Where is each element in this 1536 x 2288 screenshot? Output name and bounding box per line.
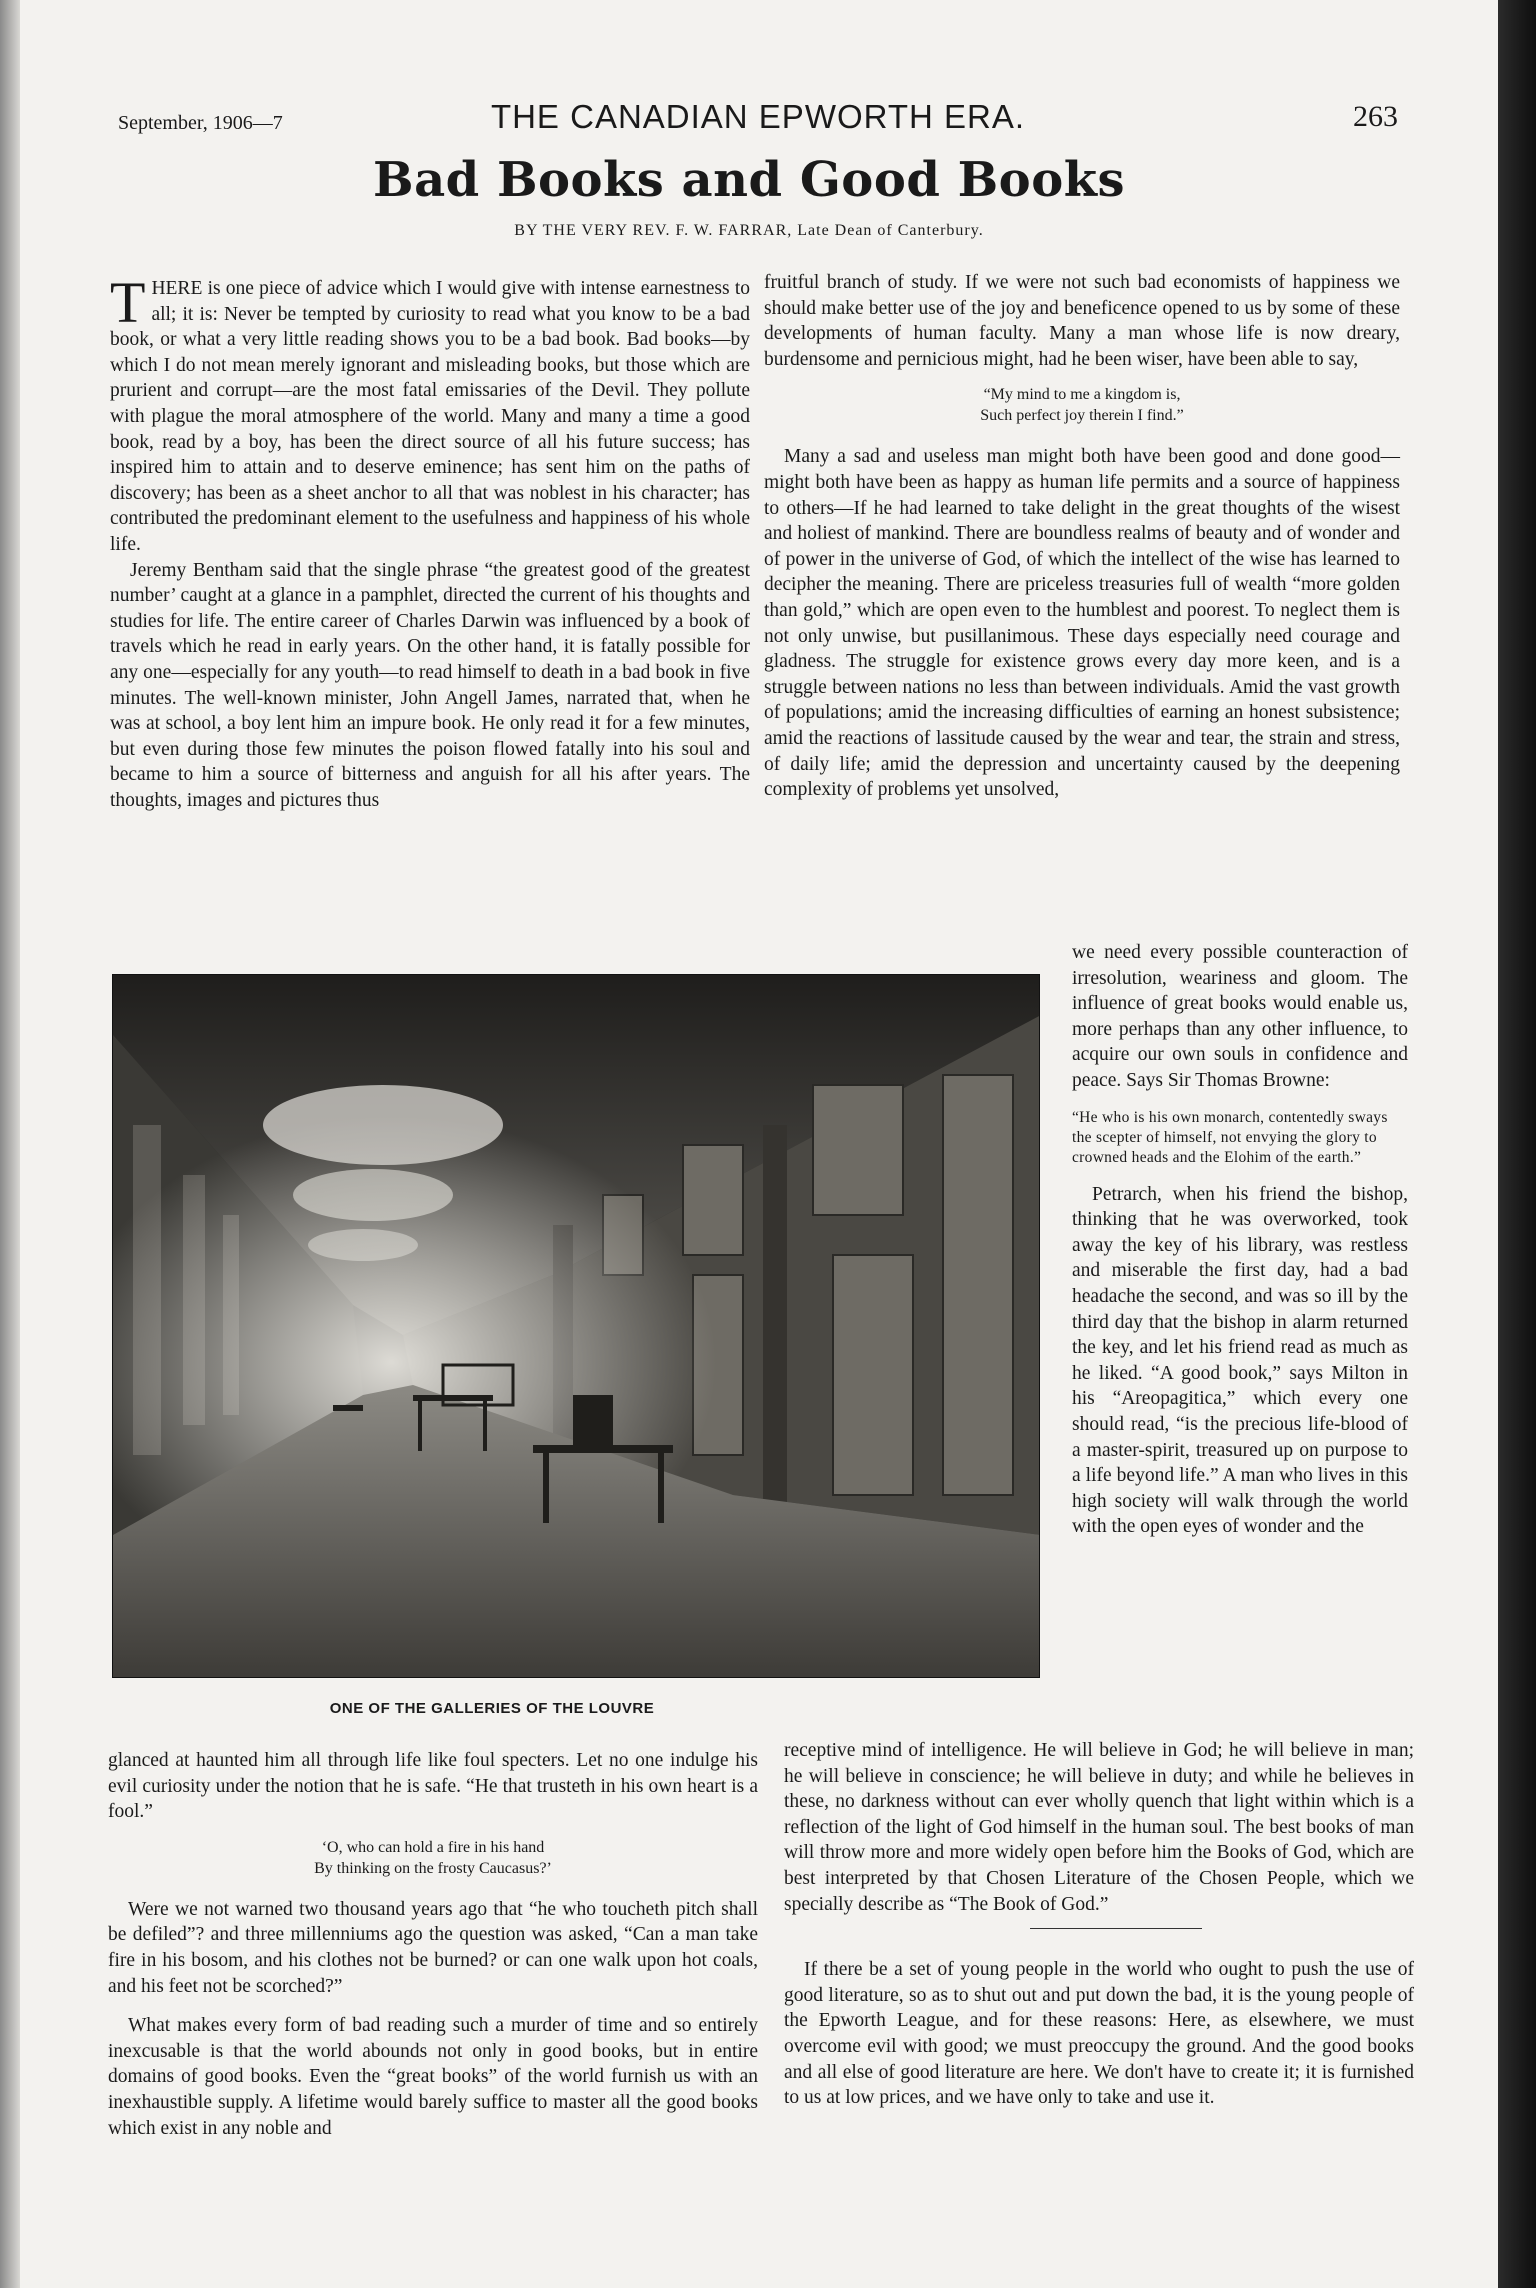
journal-title: THE CANADIAN EPWORTH ERA.: [490, 98, 1026, 135]
paragraph: Jeremy Bentham said that the single phrase “the greatest good of the greatest number’ caught at a glance in a pamphlet, directed the current of his thoughts and studies for life. The entire career of Charles Darwin was influenced by a book of travels which he read in early years. On the other hand, it is fatally possible for any one—especially for any youth—to read himself to death in a bad book in five minutes. The well-known minister, John Angell James, narrated that, when he was at school, a boy lent him an impure book. He only read it for a few minutes, but even during those few minutes the poison flowed fatally into his soul and became to him a source of bitterness and anguish for all his after years. The thoughts, images and pictures thus: [110, 559, 750, 811]
column-top-right: [764, 270, 1400, 803]
verse-line: By thinking on the frosty Caucasus?’: [314, 1859, 552, 1877]
verse-line: “My mind to me a kingdom is,: [983, 386, 1181, 404]
section-divider: [1030, 1928, 1202, 1929]
paragraph: we need every possible counteraction of irresolution, weariness and gloom. The influence of great books would enable us, more perhaps than any other influence, to acquire our own souls in confidence and peace. Says Sir Thomas Browne:: [1072, 942, 1408, 1091]
verse-line: Such perfect joy therein I find.”: [980, 407, 1184, 425]
verse-quote: [764, 384, 1400, 426]
paragraph: [110, 270, 750, 558]
block-quote: “He who is his own monarch, contentedly sways the scepter of himself, not envying the glory to crowned heads and the Elohim of the earth.”: [1072, 1108, 1388, 1166]
column-top-left: [110, 270, 750, 813]
column-bottom-right: [784, 1738, 1414, 2111]
verse-line: ‘O, who can hold a fire in his hand: [321, 1838, 545, 1856]
paragraph: If there be a set of young people in the world who ought to push the use of good literature, so as to shut out and put down the bad, it is the young people of the Epworth League, and for these reasons: Here, as elsewhere, we must overcome evil with good; we must preoccupy the ground. And the good books and all else of good literature are here. We don't have to create it; it is furnished to us at low prices, and we have only to take and use it.: [784, 1959, 1414, 2109]
paragraph: Were we not warned two thousand years ago that “he who toucheth pitch shall be defiled”? and three millenniums ago the question was asked, “Can a man take fire in his bosom, and his clothes not be burned? or can one walk upon hot coals, and his feet not be scorched?”: [108, 1898, 758, 1997]
drop-cap: T: [110, 270, 146, 335]
paragraph: Petrarch, when his friend the bishop, thinking that he was overworked, took away the key of his library, was restless and miserable the first day, had a bad headache the second, and was so ill by the third day that the bishop in alarm returned the key, and let his friend read as much as he liked. “A good book,” says Milton in his “Areopagitica,” which every one should read, “is the precious life-blood of a master-spirit, treasured up on purpose to a life beyond life.” A man who lives in this high society will walk through the world with the open eyes of wonder and the: [1072, 1183, 1408, 1538]
scan-dark-edge: [1498, 0, 1536, 2288]
issue-date: September, 1906—7: [118, 112, 283, 134]
paragraph: fruitful branch of study. If we were not such bad economists of happiness we should make better use of the joy and beneficence opened to us by some of these developments of human faculty. Many a man whose life is now dreary, burdensome and pernicious might, had he been wiser, have been able to say,: [764, 272, 1400, 370]
page-number: 263: [1353, 100, 1398, 133]
column-middle-right: [1072, 940, 1408, 1540]
paragraph-text: HERE is one piece of advice which I would give with intense earnestness to all; it is: Never be tempted by curiosity to read what you know to be a bad book, or what a very little reading shows you to be a bad book. Bad books—by which I do not mean merely ignorant and misleading books, but those which are prurient and corrupt—are the most fatal emissaries of the Devil. They pollute with plague the moral atmosphere of the world. Many and many a time a good book, read by a boy, has been the direct source of all his future success; has inspired him to attain and to deserve eminence; has sent him on the paths of discovery; has been as a sheet anchor to all that was noblest in his character; has contributed the predominant element to the usefulness and happiness of his whole life.: [110, 278, 750, 555]
article-title: Bad Books and Good Books: [373, 152, 1125, 208]
paragraph: receptive mind of intelligence. He will believe in God; he will believe in man; he will believe in conscience; he will believe in duty; and while he believes in these, no darkness without can ever wholly quench that light within which is a reflection of the light of God himself in the human soul. The best books of man will throw more and more widely open before him the Books of God, which are best interpreted by that Chosen Literature of the Chosen People, which we specially describe as “The Book of God.”: [784, 1740, 1414, 1915]
running-head: [118, 98, 1398, 142]
paragraph: What makes every form of bad reading such a murder of time and so entirely inexcusable is that the world abounds not only in good books, but in entire domains of good books. Even the “great books” of the world furnish us with an inexhaustible supply. A lifetime would barely suffice to master all the good books which exist in any noble and: [108, 2015, 758, 2139]
verse-quote: [108, 1837, 758, 1879]
magazine-page: [20, 0, 1498, 2288]
figure-caption: ONE OF THE GALLERIES OF THE LOUVRE: [329, 1700, 655, 1717]
louvre-gallery-photo: [112, 974, 1040, 1678]
paragraph: Many a sad and useless man might both have been good and done good—might both have been as happy as human life permits and a source of happiness to others—If he had learned to take delight in the great thoughts of the wisest and holiest of mankind. There are boundless realms of beauty and of wonder and of power in the universe of God, of which the intellect of the wise has learned to decipher the meaning. There are priceless treasuries full of wealth “more golden than gold,” which are open even to the humblest and poorest. To neglect them is not only unwise, but pusillanimous. These days especially need courage and gladness. The struggle for existence grows every day more keen, and is a struggle between nations no less than between individuals. Amid the vast growth of populations; amid the increasing difficulties of earning an honest subsistence; amid the reactions of lassitude caused by the wear and tear, the strain and stress, of daily life; amid the depression and uncertainty caused by the deepening complexity of problems yet unsolved,: [764, 446, 1400, 801]
column-bottom-left: [108, 1748, 758, 2141]
paragraph: glanced at haunted him all through life like foul specters. Let no one indulge his evil curiosity under the notion that he is safe. “He that trusteth in his own heart is a fool.”: [108, 1750, 758, 1823]
article-byline: BY THE VERY REV. F. W. FARRAR, Late Dean of Canterbury.: [514, 222, 984, 239]
page-binding-edge: [0, 0, 20, 2288]
